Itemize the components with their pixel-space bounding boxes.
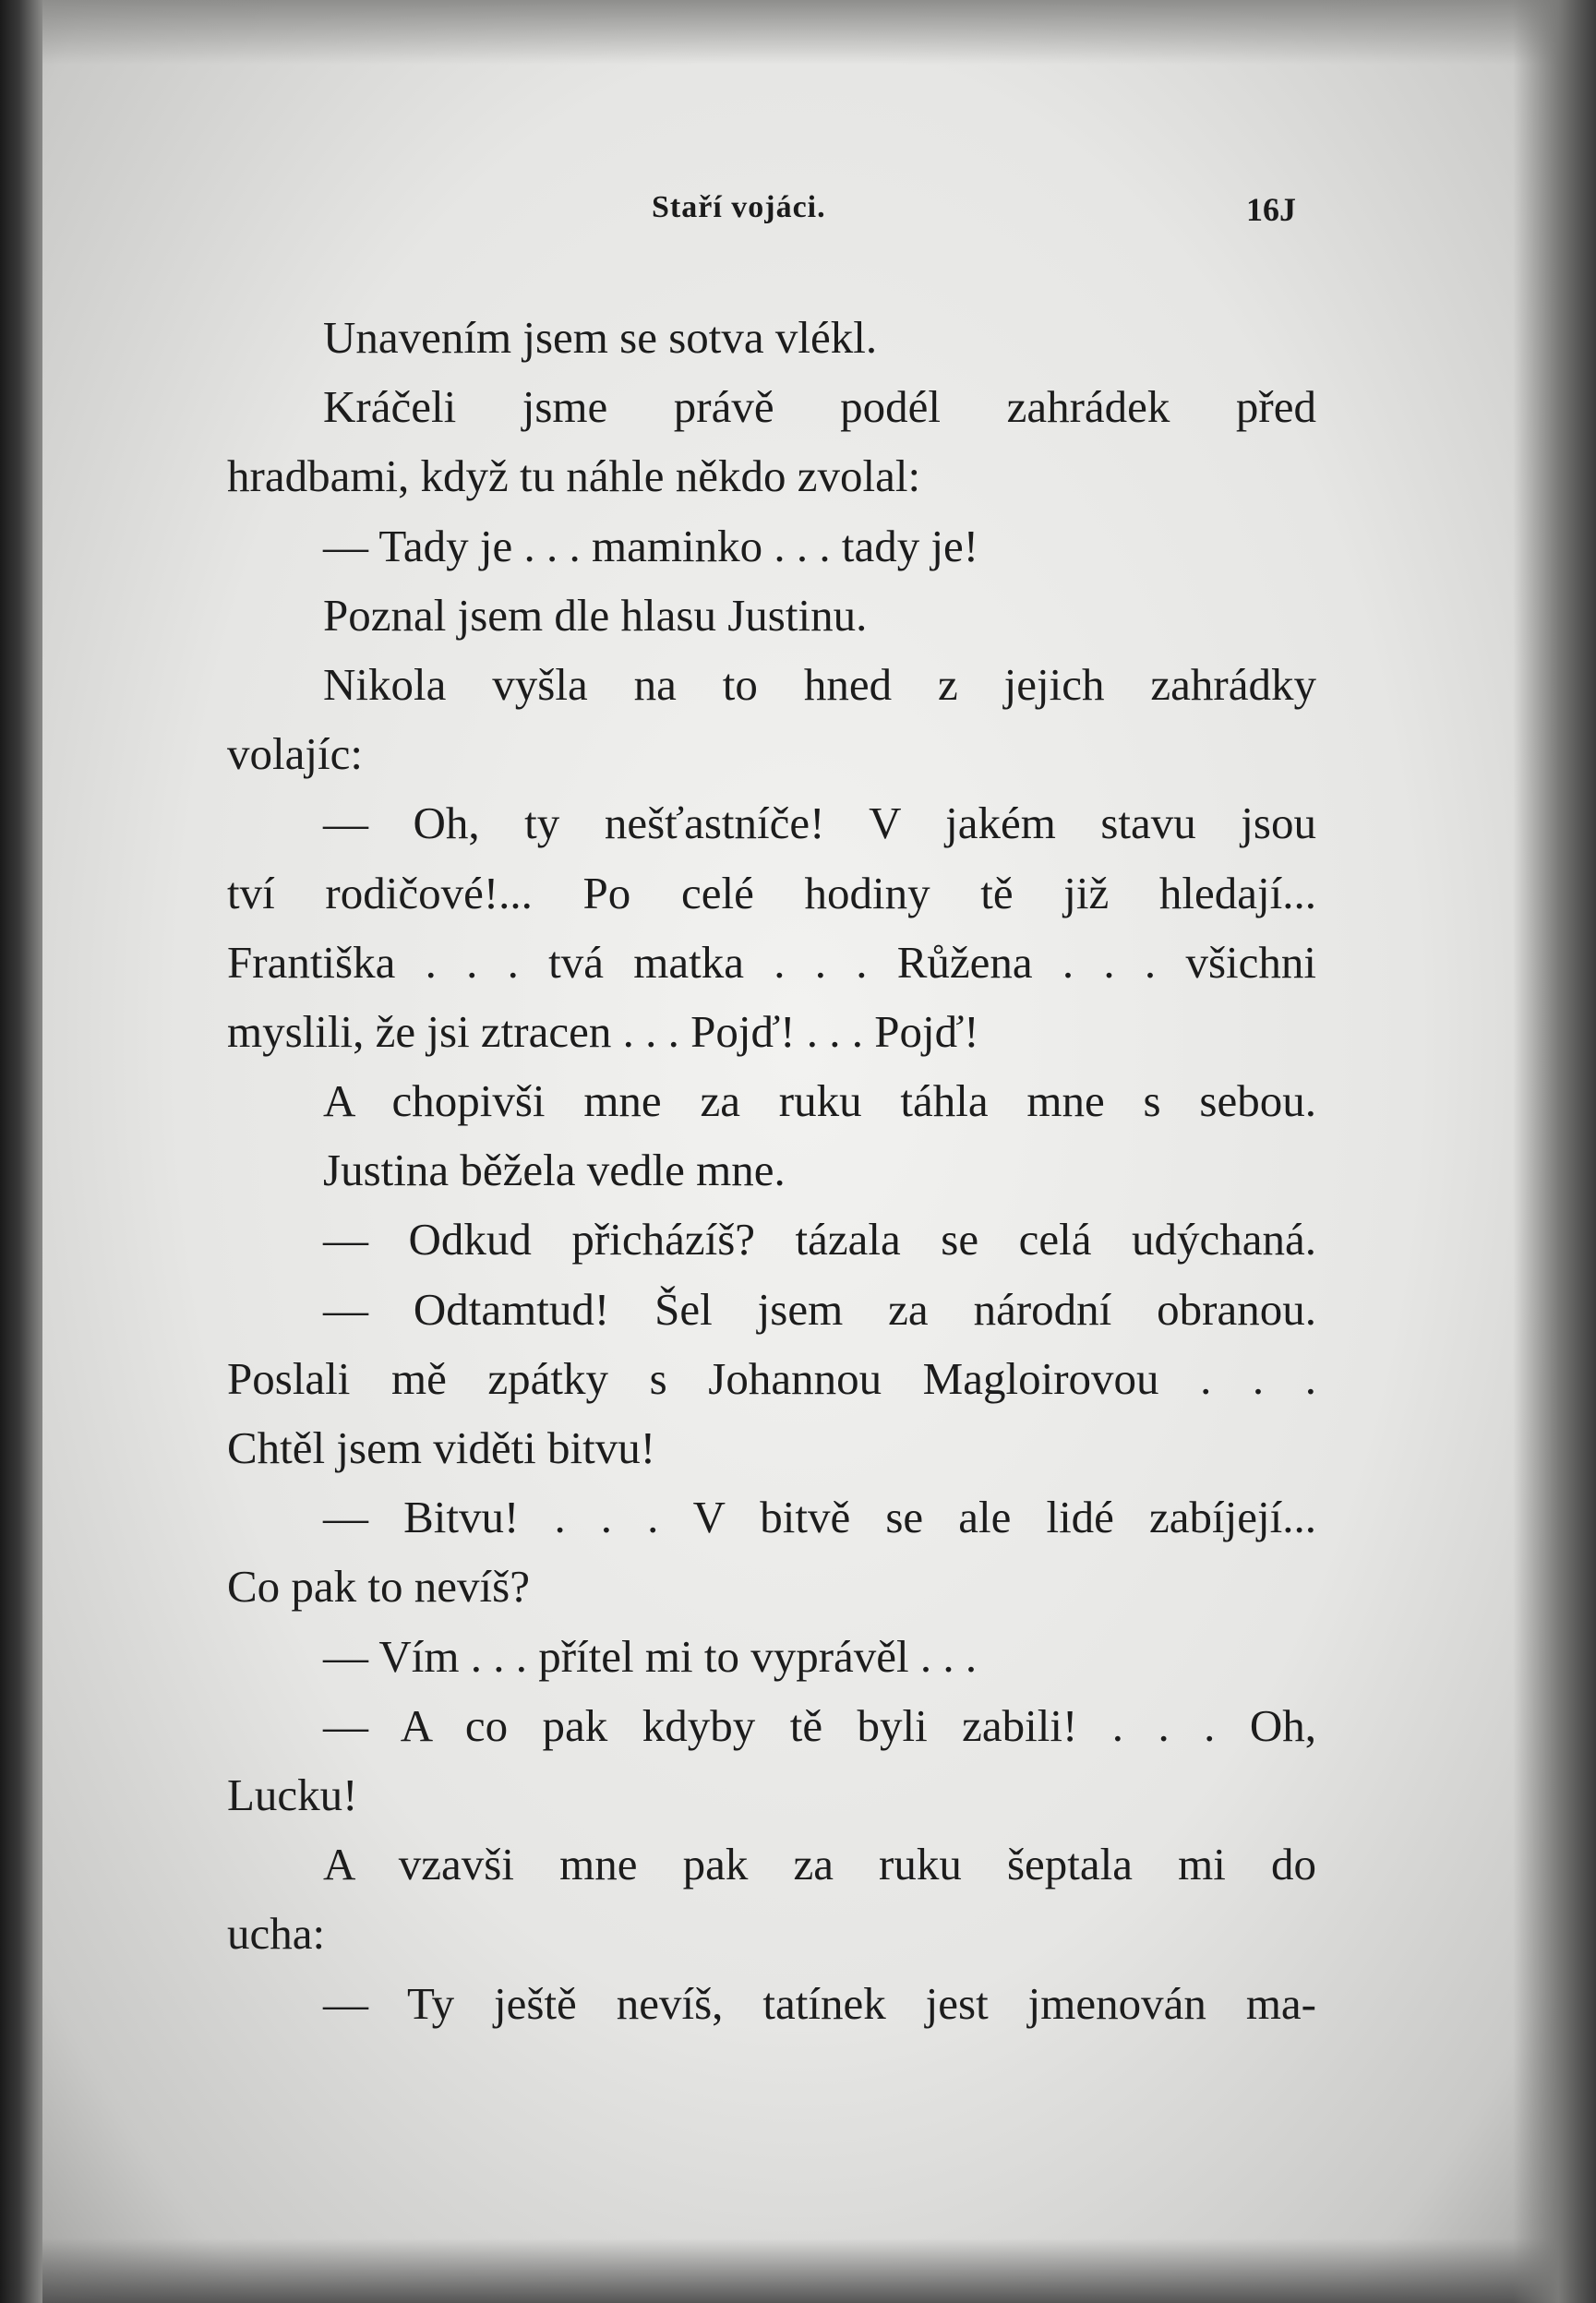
text-line: Poslali mě zpátky s Johannou Magloirovou . . . <box>227 1352 1316 1404</box>
text-line: Co pak to nevíš? <box>227 1561 530 1613</box>
text-line: A chopivši mne za ruku táhla mne s sebou. <box>323 1075 1316 1127</box>
text-line: — Odtamtud! Šel jsem za národní obranou. <box>323 1283 1316 1335</box>
bottom-shadow <box>0 2238 1596 2303</box>
text-line: myslili, že jsi ztracen . . . Pojď! . . . Pojď! <box>227 1005 979 1057</box>
running-title: Staří vojáci. <box>652 190 826 224</box>
text-line: — A co pak kdyby tě byli zabili! . . . Oh, <box>323 1699 1316 1751</box>
text-line: — Ty ještě nevíš, tatínek jest jmenován ma- <box>323 1977 1316 2029</box>
text-line: Lucku! <box>227 1769 358 1820</box>
text-line: ucha: <box>227 1908 326 1960</box>
text-line: Kráčeli jsme právě podél zahrádek před <box>323 381 1316 433</box>
top-shadow <box>0 0 1596 65</box>
page-number: 16J <box>1246 191 1296 228</box>
right-edge-shadow <box>1513 0 1596 2303</box>
text-line: Nikola vyšla na to hned z jejich zahrádky <box>323 658 1316 710</box>
text-line: — Odkud přicházíš? tázala se celá udýchaná. <box>323 1214 1316 1265</box>
text-line: — Vím . . . přítel mi to vyprávěl . . . <box>323 1630 978 1682</box>
text-line: — Bitvu! . . . V bitvě se ale lidé zabíjejí... <box>323 1492 1316 1543</box>
text-line: Františka . . . tvá matka . . . Růžena . . . všichni <box>227 936 1316 988</box>
body-text <box>227 303 1316 2038</box>
text-line: A vzavši mne pak za ruku šeptala mi do <box>323 1839 1316 1890</box>
text-line: Chtěl jsem viděti bitvu! <box>227 1422 656 1473</box>
text-line: — Oh, ty nešťastníče! V jakém stavu jsou <box>323 798 1316 849</box>
left-binding-shadow <box>0 0 42 2303</box>
text-line: volajíc: <box>227 728 363 780</box>
text-line: — Tady je . . . maminko . . . tady je! <box>323 520 979 571</box>
text-line: Unavením jsem se sotva vlékl. <box>323 312 878 363</box>
text-line: Justina běžela vedle mne. <box>323 1145 786 1196</box>
text-line: Poznal jsem dle hlasu Justinu. <box>323 589 868 641</box>
text-line: tví rodičové!... Po celé hodiny tě již hledají... <box>227 867 1316 918</box>
text-line: hradbami, když tu náhle někdo zvolal: <box>227 450 921 502</box>
